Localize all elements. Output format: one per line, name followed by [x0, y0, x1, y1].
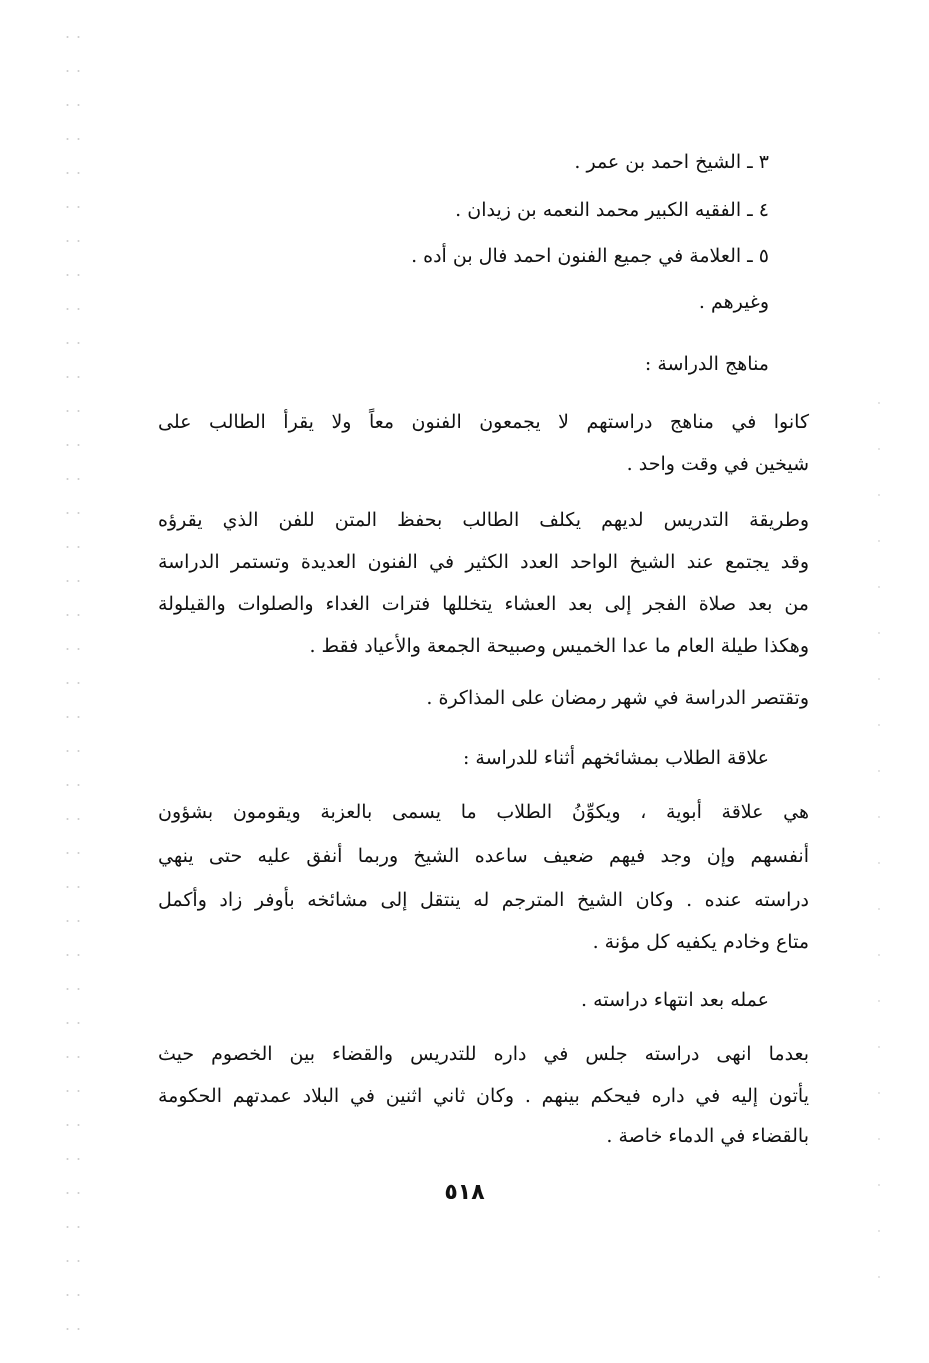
scan-margin-dots [62, 20, 84, 1340]
paragraph-line: أنفسهم وإن وجد فيهم ضعيف ساعده الشيخ وربما أنفق عليه حتى ينهي [158, 845, 809, 867]
paragraph-line: دراسته عنده . وكان الشيخ المترجم له ينتقل إلى مشائخه بأوفر زاد وأكمل [158, 889, 809, 911]
paragraph-line: يأتون إليه في داره فيحكم بينهم . وكان ثاني اثنين في البلاد عمدتهم الحكومة [158, 1085, 809, 1107]
section-heading: علاقة الطلاب بمشائخهم أثناء للدراسة : [462, 747, 769, 769]
paragraph-line: وهكذا طيلة العام ما عدا الخميس وصبيحة الجمعة والأعياد فقط . [309, 635, 809, 657]
list-item: ٥ ـ العلامة في جميع الفنون احمد فال بن أده . [411, 245, 769, 267]
paragraph-line: وطريقة التدريس لديهم يكلف الطالب بحفظ المتن للفن الذي يقرؤه [158, 509, 809, 531]
scan-margin-dots-right [873, 380, 885, 1280]
paragraph-line: متاع وخادم يكفيه كل مؤنة . [592, 931, 809, 953]
paragraph-line: وقد يجتمع عند الشيخ الواحد العدد الكثير في الفنون العديدة وتستمر الدراسة [158, 551, 809, 573]
section-heading: عمله بعد انتهاء دراسته . [581, 989, 769, 1011]
paragraph-line: كانوا في مناهج دراستهم لا يجمعون الفنون معاً ولا يقرأ الطالب على [158, 411, 809, 433]
list-item: ٤ ـ الفقيه الكبير محمد النعمه بن زيدان . [455, 199, 769, 221]
section-heading: مناهج الدراسة : [644, 353, 769, 375]
paragraph-line: بالقضاء في الدماء خاصة . [606, 1125, 809, 1147]
list-end: وغيرهم . [698, 291, 769, 313]
paragraph-line: بعدما انهى دراسته جلس في داره للتدريس والقضاء بين الخصوم حيث [158, 1043, 809, 1065]
paragraph-line: شيخين في وقت واحد . [626, 453, 809, 475]
paragraph-line: هي علاقة أبوية ، ويكوِّنُ الطلاب ما يسمى بالعزبة ويقومون بشؤون [158, 801, 809, 823]
page-number: ٥١٨ [444, 1180, 485, 1205]
paragraph-line: وتقتصر الدراسة في شهر رمضان على المذاكرة . [426, 687, 809, 709]
list-item: ٣ ـ الشيخ احمد بن عمر . [574, 151, 769, 173]
paragraph-line: من بعد صلاة الفجر إلى بعد العشاء يتخللها فترات الغداء والصلوات والقيلولة [158, 593, 809, 615]
